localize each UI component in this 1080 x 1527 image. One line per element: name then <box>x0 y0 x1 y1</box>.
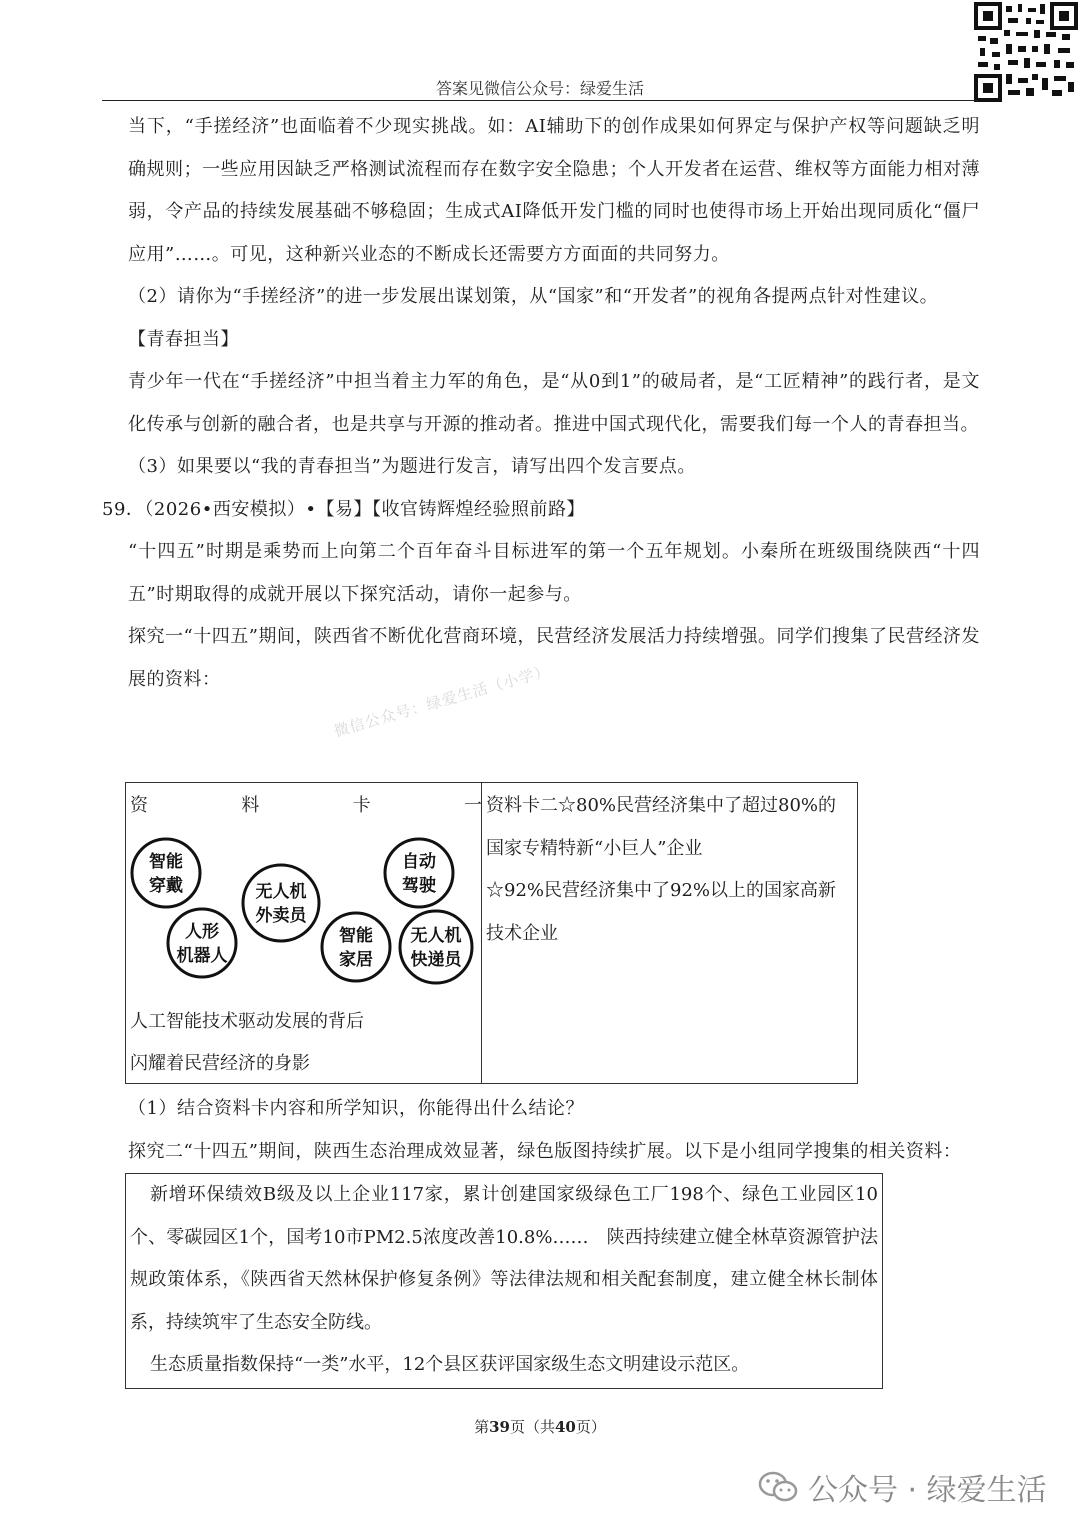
resource-card-1 <box>126 783 482 1083</box>
brand-watermark <box>758 1465 1047 1509</box>
card-2-line: ☆92%民营经济集中了92%以上的国家高新 <box>486 880 837 901</box>
brand-text: 公众号 · 绿爱生活 <box>808 1473 1047 1508</box>
circle-label: 无人机 <box>410 926 462 946</box>
page-footer: 第39页（共40页） <box>474 1418 606 1436</box>
paragraph-challenges: 当下，“手搓经济”也面临着不少现实挑战。如：AI辅助下的创作成果如何界定与保护产权等问题缺乏明确规则；一些应用因缺乏严格测试流程而存在数字安全隐患；个人开发者在运营、维权等方面能力相对薄弱，令产品的持续发展基础不够稳固；生成式AI降低开发门槛的同时也使得市场上开始出现同质化“僵尸应用”……。可见，这种新兴业态的不断成长还需要方方面面的共同努力。 <box>128 116 980 265</box>
card-2-line: 国家专精特新“小巨人”企业 <box>486 837 703 859</box>
circle-label: 驾驶 <box>402 876 436 896</box>
card-1-title: 资 料 卡 一 <box>130 795 482 816</box>
circle-label: 快递员 <box>410 950 462 970</box>
paragraph-59-intro: “十四五”时期是乘势而上向第二个百年奋斗目标进军的第一个五年规划。小秦所在班级围绕陕西“十四五”时期取得的成就开展以下探究活动，请你一起参与。 <box>128 541 980 605</box>
circle-label: 自动 <box>402 852 436 872</box>
resource-card-table <box>125 782 858 1084</box>
paragraph-youth: 青少年一代在“手搓经济”中担当着主力军的角色，是“从0到1”的破局者，是“工匠精神”的践行者，是文化传承与创新的融合者，也是共享与开源的推动者。推进中国式现代化，需要我们每一个人的青春担当。 <box>128 371 980 435</box>
page-header: 答案见微信公众号：绿爱生活 <box>435 79 644 98</box>
main-content <box>102 106 980 701</box>
circle-label: 外卖员 <box>255 906 307 926</box>
card-2-line: 技术企业 <box>486 922 558 944</box>
circle-label: 家居 <box>339 950 373 970</box>
question-1: （1）结合资料卡内容和所学知识，你能得出什么结论？ <box>128 1098 584 1119</box>
wechat-icon <box>758 1470 798 1504</box>
ecology-paragraph: 新增环保绩效B级及以上企业117家，累计创建国家级绿色工厂198个、绿色工业园区10个、零碳园区1个，国考10市PM2.5浓度改善10.8%…… 陕西持续建立健全林草资源管护法规政策体系，《陕西省天然林保护修复条例》等法律法规和相关配套制度，建立健全林长制体系，持续筑牢了生态安全防线。 <box>130 1184 878 1333</box>
circle-label: 智能 <box>339 926 373 946</box>
ai-applications-diagram <box>126 833 482 993</box>
page-number: 39 <box>489 1418 510 1436</box>
circle-label: 智能 <box>149 852 183 872</box>
question-3: （3）如果要以“我的青春担当”为题进行发言，请写出四个发言要点。 <box>128 456 696 477</box>
resource-card-2 <box>486 783 858 955</box>
explore-1: 探究一“十四五”期间，陕西省不断优化营商环境，民营经济发展活力持续增强。同学们搜集了民营经济发展的资料： <box>128 626 980 690</box>
circle-label: 无人机 <box>255 882 307 902</box>
watermark: 微信公众号：绿爱生活（小学） <box>331 661 553 741</box>
ecology-material-box <box>125 1173 883 1389</box>
card-2-line: 资料卡二☆80%民营经济集中了超过80%的 <box>486 795 837 816</box>
circle-label: 机器人 <box>176 946 228 966</box>
page-total: 40 <box>555 1418 576 1436</box>
explore-2: 探究二“十四五”期间，陕西生态治理成效显著，绿色版图持续扩展。以下是小组同学搜集的相关资料： <box>128 1140 962 1162</box>
card-1-caption: 人工智能技术驱动发展的背后 闪耀着民营经济的身影 <box>130 1011 364 1074</box>
ecology-paragraph: 生态质量指数保持“一类”水平，12个县区获评国家级生态文明建设示范区。 <box>150 1354 750 1375</box>
question-2: （2）请你为“手搓经济”的进一步发展出谋划策，从“国家”和“开发者”的视角各提两点针对性建议。 <box>128 286 939 307</box>
question-59-header: 59．（2026•西安模拟）•【易】【收官铸辉煌经验照前路】 <box>102 498 585 520</box>
header-rule <box>102 100 978 101</box>
circle-label: 人形 <box>185 922 219 942</box>
circle-label: 穿戴 <box>149 876 183 896</box>
section-title-youth: 【青春担当】 <box>128 328 239 350</box>
lower-content <box>128 1088 980 1173</box>
